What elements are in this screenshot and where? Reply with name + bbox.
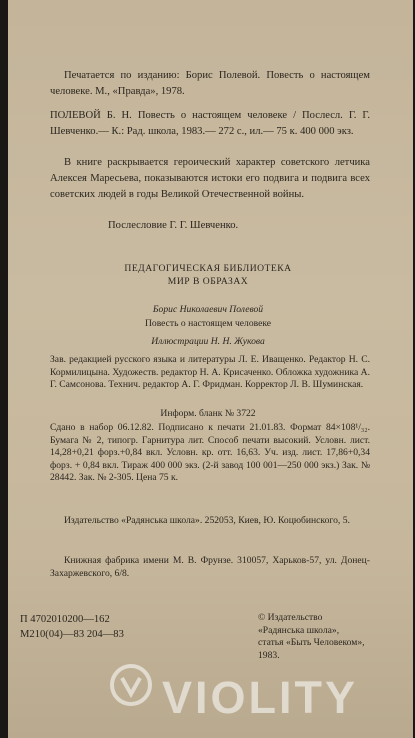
copyright-line-3: статья «Быть Человеком», 1983. xyxy=(258,637,365,661)
book-author: Борис Николаевич Полевой xyxy=(152,304,264,315)
printer-address: Книжная фабрика имени М. В. Фрунзе. 310057, Харьков-57, ул. Донец-Захаржевского, 6/8. xyxy=(50,555,370,579)
illustrations-credit: Иллюстрации Н. Н. Жукова xyxy=(151,336,265,347)
copyright-line-2: «Радянська школа», xyxy=(258,624,340,636)
afterword-credit: Послесловие Г. Г. Шевченко. xyxy=(108,220,239,231)
series-line-2: МИР В ОБРАЗАХ xyxy=(167,275,249,287)
book-page xyxy=(8,0,413,738)
series-line-1: ПЕДАГОГИЧЕСКАЯ БИБЛИОТЕКА xyxy=(124,263,292,274)
catalog-code xyxy=(20,612,180,642)
publisher-address: Издательство «Радянська школа». 252053, Киев, Ю. Коцюбинского, 5. xyxy=(64,515,350,526)
copyright-line-1: © Издательство xyxy=(258,612,323,623)
reprint-note: Печатается по изданию: Борис Полевой. Повесть о настоящем человеке. М., «Правда», 1978. xyxy=(50,70,370,97)
print-details: Сдано в набор 06.12.82. Подписано к печати 21.01.83. Формат 84×108¹/₃₂. Бумага № 2, типогр. Гарнитура лит. Способ печати высокий. Условн. лист. 14,28+0,21 форз.+0,84 вкл. Условн. кр. отт. 16,63. Уч. изд. лист. 17,86+0,34 форз. + 0,84 вкл. Тираж 400 000 экз. (2-й завод 100 001—250 000 экз.) Зак. № 28442. Зак. № 2-305. Цена 75 к. xyxy=(50,422,370,483)
violity-logo-icon xyxy=(108,662,154,708)
watermark-text: VIOLITY xyxy=(162,672,359,723)
editorial-staff: Зав. редакцией русского языка и литературы Л. Е. Иващенко. Редактор Н. С. Кормилицына. Художеств. редактор Н. А. Крисаченко. Обложка художника А. Г. Самсонова. Технич. редактор А. Г. Фридман. Корректор Л. В. Шуминская. xyxy=(50,354,370,390)
catalog-code-line-1: П 4702010200—162 xyxy=(20,614,110,625)
catalog-code-suffix: 204—83 xyxy=(86,629,124,640)
bibliographic-entry: ПОЛЕВОЙ Б. Н. Повесть о настоящем человеке / Послесл. Г. Г. Шевченко.— К.: Рад. школа, 1983.— 272 с., ил.— 75 к. 400 000 экз. xyxy=(50,110,370,137)
annotation: В книге раскрывается героический характер советского летчика Алексея Маресьева, показываются истоки его подвига и подвига всех советских людей в годы Великой Отечественной войны. xyxy=(50,157,370,200)
catalog-code-main: М210(04)—83 xyxy=(20,629,85,640)
book-title: Повесть о настоящем человеке xyxy=(144,318,272,329)
info-form-number: Информ. бланк № 3722 xyxy=(160,408,256,419)
copyright-notice xyxy=(258,612,388,662)
series-title xyxy=(88,263,328,288)
catalog-code-line-2 xyxy=(20,627,180,642)
